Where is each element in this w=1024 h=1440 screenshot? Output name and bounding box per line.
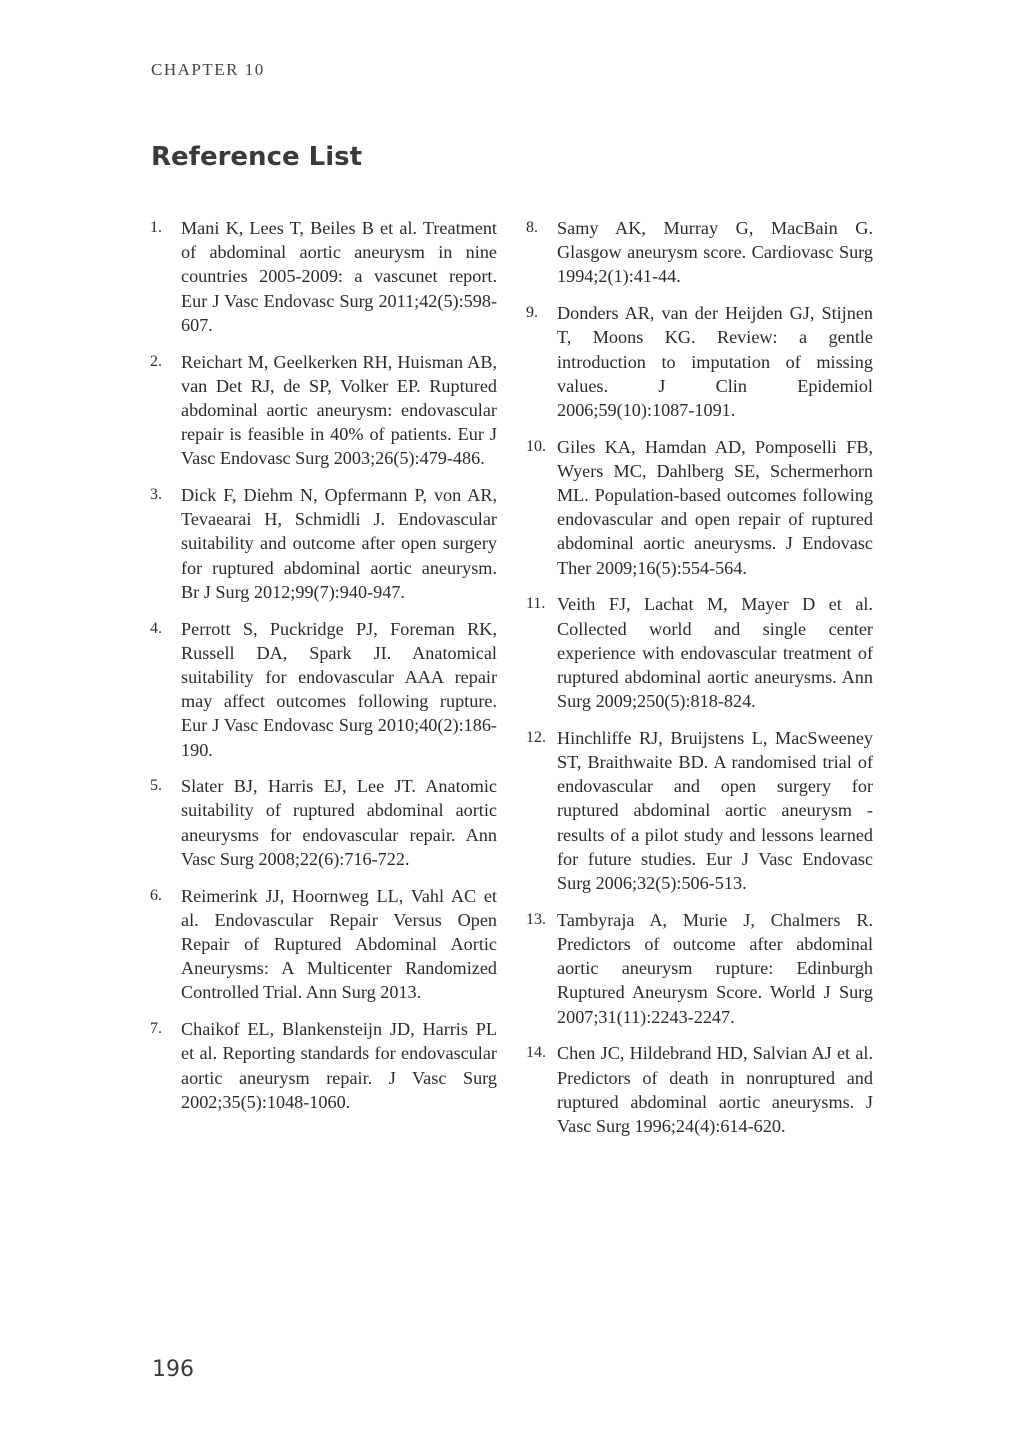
reference-item-7 [150,1017,497,1114]
reference-number: 8. [526,219,538,236]
reference-number: 6. [150,886,162,904]
reference-number: 1. [150,219,162,236]
reference-item-4 [150,617,497,762]
reference-item-10 [526,435,873,580]
reference-text: Samy AK, Murray G, MacBain G. Glasgow aneurysm score. Cardiovasc Surg 1994;2(1):41-44. [557,218,873,287]
reference-number: 14. [526,1044,546,1062]
reference-number: 10. [526,437,546,455]
reference-text: Giles KA, Hamdan AD, Pomposelli FB, Wyers MC, Dahlberg SE, Schermerhorn ML. Population-based outcomes following endovascular and open repair of ruptured abdominal aortic aneurysms. J Endovasc Ther 2009;16(5):554-564. [557,436,873,578]
reference-list-right-column [526,216,873,1151]
reference-text: Donders AR, van der Heijden GJ, Stijnen T, Moons KG. Review: a gentle introduction to imputation of missing values. J Clin Epidemiol 2006;59(10):1087-1091. [557,303,873,420]
reference-item-14 [526,1041,873,1138]
reference-text: Mani K, Lees T, Beiles B et al. Treatment of abdominal aortic aneurysm in nine countries 2005-2009: a vascunet report. Eur J Vasc Endovasc Surg 2011;42(5):598-607. [181,218,497,335]
reference-number: 3. [150,486,162,504]
reference-item-11 [526,592,873,713]
reference-number: 9. [526,304,538,322]
reference-text: Veith FJ, Lachat M, Mayer D et al. Collected world and single center experience with endovascular treatment of ruptured abdominal aortic aneurysms. Ann Surg 2009;250(5):818-824. [557,594,873,712]
reference-number: 2. [150,352,162,370]
reference-number: 12. [526,728,546,746]
reference-text: Hinchliffe RJ, Bruijstens L, MacSweeney ST, Braithwaite BD. A randomised trial of endovascular and open surgery for ruptured abdominal aortic aneurysm - results of a pilot study and lessons learned for future studies. Eur J Vasc Endovasc Surg 2006;32(5):506-513. [557,727,873,894]
reference-item-1 [150,216,497,337]
reference-text: Chen JC, Hildebrand HD, Salvian AJ et al. Predictors of death in nonruptured and ruptured abdominal aortic aneurysms. J Vasc Surg 1996;24(4):614-620. [557,1043,873,1136]
chapter-header: CHAPTER 10 [151,60,265,79]
reference-number: 11. [526,595,546,613]
reference-text: Chaikof EL, Blankensteijn JD, Harris PL et al. Reporting standards for endovascular aortic aneurysm repair. J Vasc Surg 2002;35(5):1048-1060. [181,1019,497,1112]
reference-item-6 [150,884,497,1005]
reference-item-2 [150,350,497,471]
reference-text: Dick F, Diehm N, Opfermann P, von AR, Tevaearai H, Schmidli J. Endovascular suitability and outcome after open surgery for ruptured abdominal aortic aneurysm. Br J Surg 2012;99(7):940-947. [181,485,497,602]
reference-text: Tambyraja A, Murie J, Chalmers R. Predictors of outcome after abdominal aortic aneurysm rupture: Edinburgh Ruptured Aneurysm Score. World J Surg 2007;31(11):2243-2247. [557,909,873,1027]
reference-item-12 [526,726,873,895]
reference-number: 5. [150,777,162,795]
page-number: 196 [152,1357,194,1382]
reference-text: Slater BJ, Harris EJ, Lee JT. Anatomic suitability of ruptured abdominal aortic aneurysms for endovascular repair. Ann Vasc Surg 2008;22(6):716-722. [181,776,497,869]
page-title: Reference List [151,142,363,172]
reference-text: Reichart M, Geelkerken RH, Huisman AB, van Det RJ, de SP, Volker EP. Ruptured abdominal aortic aneurysm: endovascular repair is feasible in 40% of patients. Eur J Vasc Endovasc Surg 2003;26(5):479-486. [181,351,497,469]
reference-list-left-column [150,216,497,1126]
reference-number: 4. [150,619,162,637]
reference-item-8 [526,216,873,289]
reference-item-13 [526,908,873,1029]
reference-item-9 [526,301,873,422]
reference-item-3 [150,483,497,604]
reference-text: Reimerink JJ, Hoornweg LL, Vahl AC et al. Endovascular Repair Versus Open Repair of Ruptured Abdominal Aortic Aneurysms: A Multicenter Randomized Controlled Trial. Ann Surg 2013. [181,885,497,1003]
reference-text: Perrott S, Puckridge PJ, Foreman RK, Russell DA, Spark JI. Anatomical suitability for endovascular AAA repair may affect outcomes following rupture. Eur J Vasc Endovasc Surg 2010;40(2):186-190. [181,618,497,760]
reference-number: 13. [526,910,546,928]
reference-item-5 [150,774,497,871]
reference-number: 7. [150,1020,162,1038]
